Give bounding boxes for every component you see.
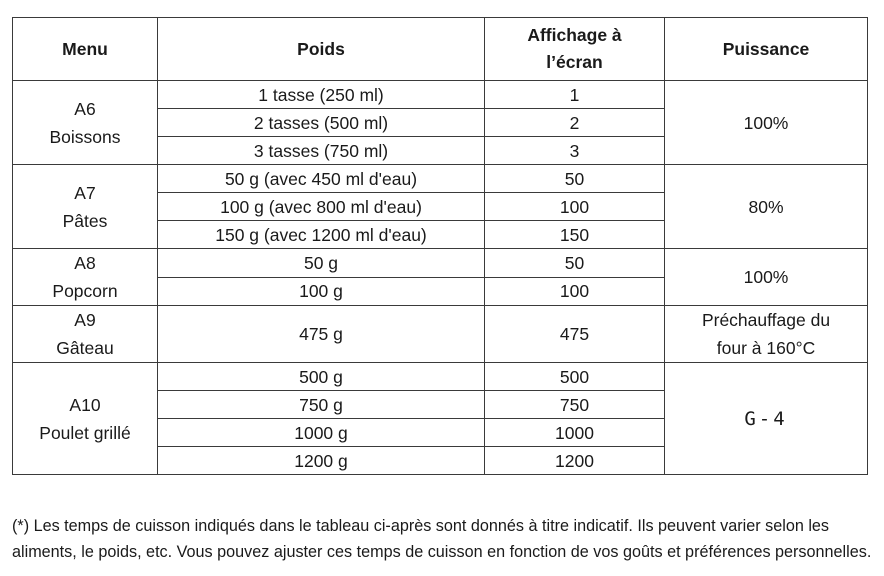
menu-name: Gâteau (56, 338, 114, 358)
weight-cell: 500 g (158, 363, 485, 391)
power-cell-a8: 100% (665, 249, 868, 306)
display-cell: 100 (485, 193, 665, 221)
menu-cell-a10 (13, 363, 158, 475)
table-row (13, 363, 868, 391)
weight-cell: 50 g (158, 249, 485, 278)
weight-cell: 2 tasses (500 ml) (158, 109, 485, 137)
display-cell: 750 (485, 391, 665, 419)
menu-cell-a6 (13, 81, 158, 165)
header-display-line2: l’écran (546, 52, 603, 72)
power-cell-a6: 100% (665, 81, 868, 165)
weight-cell: 475 g (158, 306, 485, 363)
weight-cell: 50 g (avec 450 ml d'eau) (158, 165, 485, 193)
weight-cell: 3 tasses (750 ml) (158, 137, 485, 165)
display-cell: 3 (485, 137, 665, 165)
segment-display-code: G-4 (744, 407, 788, 430)
menu-code: A6 (74, 98, 96, 119)
power-line: Préchauffage du (701, 310, 831, 330)
weight-cell: 100 g (avec 800 ml d'eau) (158, 193, 485, 221)
menu-code: A9 (74, 310, 96, 330)
display-cell: 475 (485, 306, 665, 363)
menu-code: A7 (74, 182, 96, 203)
display-cell: 150 (485, 221, 665, 249)
cooking-table (12, 17, 868, 475)
weight-cell: 1000 g (158, 419, 485, 447)
header-menu: Menu (13, 18, 158, 81)
display-cell: 50 (485, 165, 665, 193)
table-row (13, 165, 868, 193)
header-power: Puissance (665, 18, 868, 81)
display-cell: 500 (485, 363, 665, 391)
menu-cell-a9 (13, 306, 158, 363)
header-row (13, 18, 868, 81)
weight-cell: 1200 g (158, 447, 485, 475)
display-cell: 1200 (485, 447, 665, 475)
footnote: (*) Les temps de cuisson indiqués dans le tableau ci-après sont donnés à titre indicatif. Ils peuvent varier selon les aliments, le poids, etc. Vous pouvez ajuster ces temps de cuisson en fonction de vos goûts et préférences personnelles. (12, 517, 872, 562)
menu-code: A8 (74, 253, 96, 273)
weight-cell: 750 g (158, 391, 485, 419)
menu-cell-a7 (13, 165, 158, 249)
menu-name: Popcorn (52, 281, 118, 301)
power-line: four à 160°C (716, 338, 816, 358)
weight-cell: 100 g (158, 277, 485, 306)
menu-code: A10 (69, 394, 101, 415)
power-cell-a9 (665, 306, 868, 363)
display-cell: 1 (485, 81, 665, 109)
weight-cell: 1 tasse (250 ml) (158, 81, 485, 109)
header-weight: Poids (158, 18, 485, 81)
display-cell: 1000 (485, 419, 665, 447)
header-display (485, 18, 665, 81)
menu-cell-a8 (13, 249, 158, 306)
menu-name: Boissons (49, 126, 121, 147)
table-row (13, 249, 868, 278)
power-cell-a10 (665, 363, 868, 475)
weight-cell: 150 g (avec 1200 ml d'eau) (158, 221, 485, 249)
display-cell: 100 (485, 277, 665, 306)
table-row (13, 306, 868, 363)
menu-name: Poulet grillé (39, 422, 131, 443)
table-row (13, 81, 868, 109)
display-cell: 2 (485, 109, 665, 137)
header-display-line1: Affichage à (527, 25, 622, 45)
power-cell-a7: 80% (665, 165, 868, 249)
menu-name: Pâtes (62, 210, 108, 231)
display-cell: 50 (485, 249, 665, 278)
